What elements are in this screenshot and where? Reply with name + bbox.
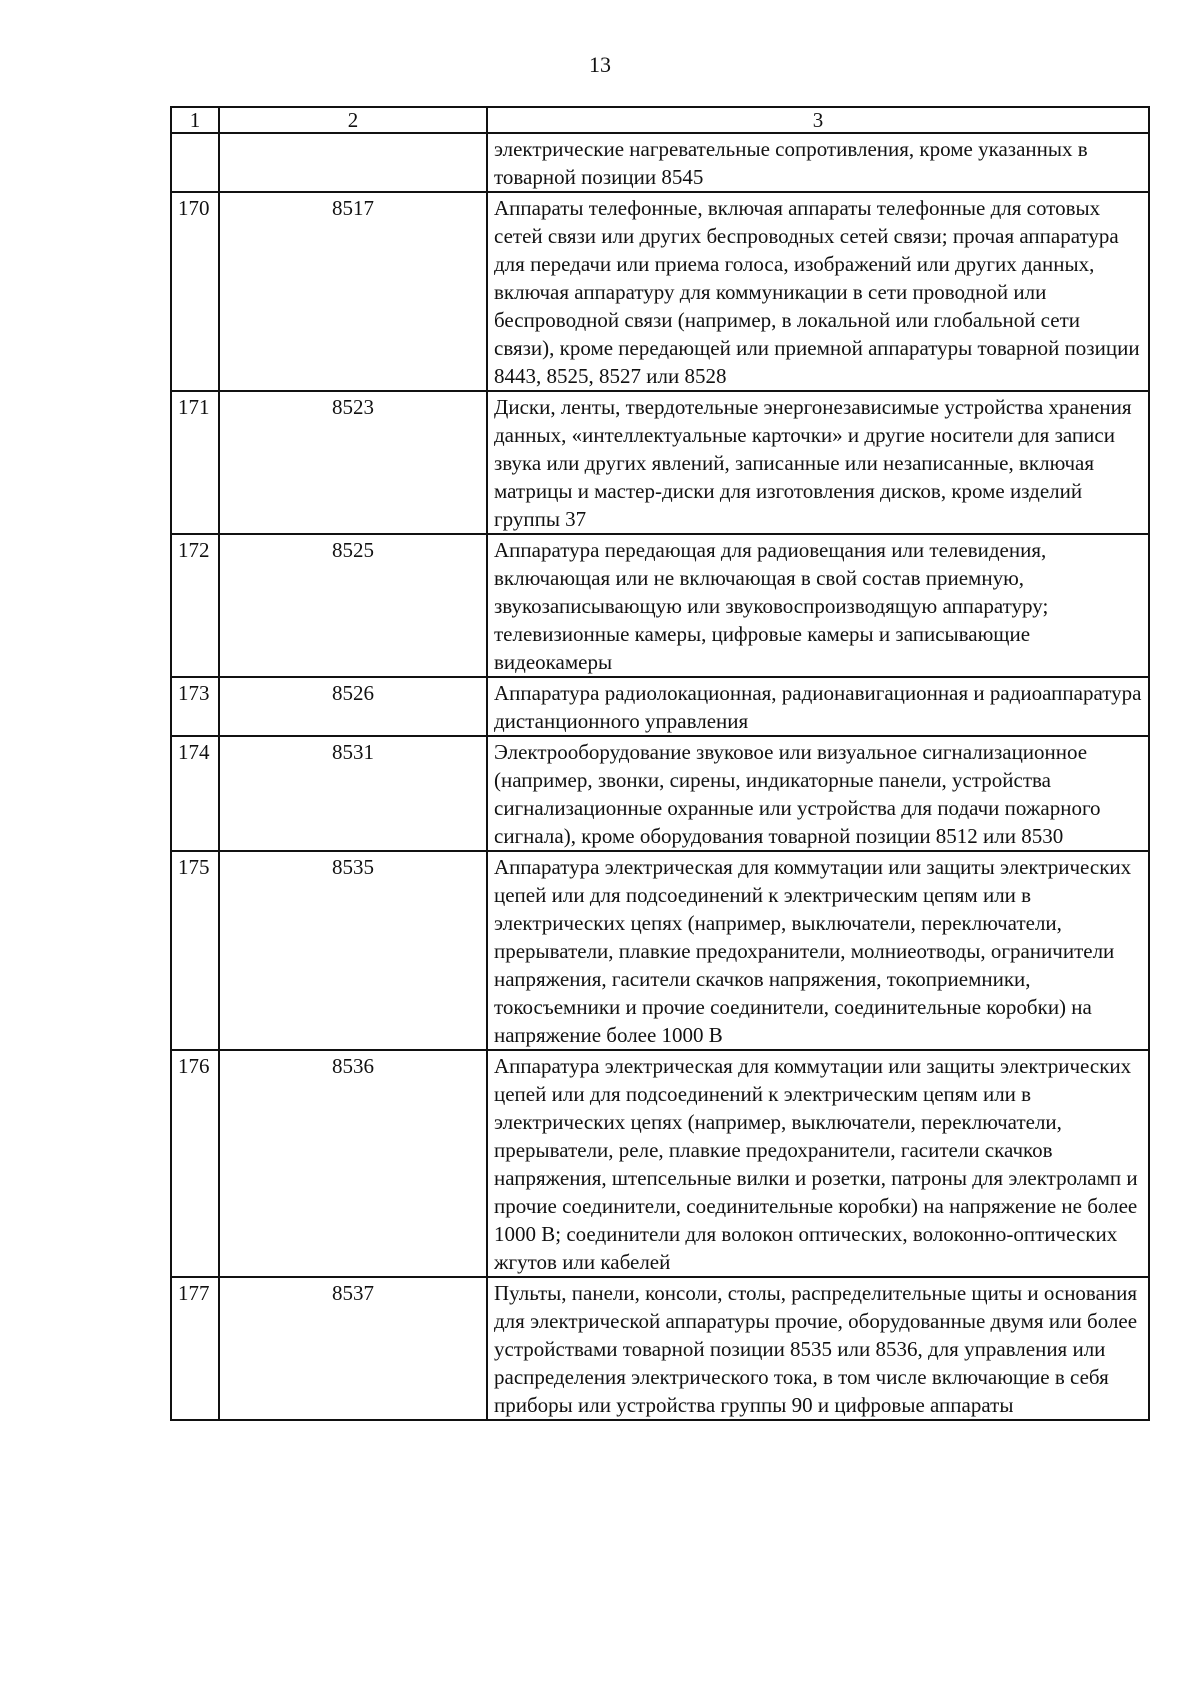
row-description: электрические нагревательные сопротивления, кроме указанных в товарной позиции 8545: [487, 133, 1149, 192]
table-row: [171, 534, 1149, 677]
row-code: 8531: [219, 736, 487, 851]
table-header-row: [171, 107, 1149, 133]
table-row: [171, 192, 1149, 391]
row-description: Пульты, панели, консоли, столы, распределительные щиты и основания для электрической аппаратуры прочие, оборудованные двумя или более устройствами товарной позиции 8535 или 8536, для управления или распределения электрического тока, в том числе включающие в себя приборы или устройства группы 90 и цифровые аппараты: [487, 1277, 1149, 1420]
row-code: 8517: [219, 192, 487, 391]
row-description: Диски, ленты, твердотельные энергонезависимые устройства хранения данных, «интеллектуальные карточки» и другие носители для записи звука или других явлений, записанные или незаписанные, включая матрицы и мастер-диски для изготовления дисков, кроме изделий группы 37: [487, 391, 1149, 534]
column-header-2: 2: [219, 107, 487, 133]
table-row: [171, 677, 1149, 736]
table-row: [171, 1050, 1149, 1277]
row-number: 174: [171, 736, 219, 851]
row-description: Аппаратура электрическая для коммутации или защиты электрических цепей или для подсоединений к электрическим цепям или в электрических цепях (например, выключатели, переключатели, прерыватели, плавкие предохранители, молниеотводы, ограничители напряжения, гасители скачков напряжения, токоприемники, токосъемники и прочие соединители, соединительные коробки) на напряжение более 1000 В: [487, 851, 1149, 1050]
row-code: 8525: [219, 534, 487, 677]
row-number: 177: [171, 1277, 219, 1420]
row-code: 8536: [219, 1050, 487, 1277]
row-number: 171: [171, 391, 219, 534]
row-code: 8535: [219, 851, 487, 1050]
row-number: 173: [171, 677, 219, 736]
row-description: Аппараты телефонные, включая аппараты телефонные для сотовых сетей связи или других беспроводных сетей связи; прочая аппаратура для передачи или приема голоса, изображений или других данных, включая аппаратуру для коммуникации в сети проводной или беспроводной связи (например, в локальной или глобальной сети связи), кроме передающей или приемной аппаратуры товарной позиции 8443, 8525, 8527 или 8528: [487, 192, 1149, 391]
row-code: [219, 133, 487, 192]
row-code: 8526: [219, 677, 487, 736]
row-description: Электрооборудование звуковое или визуальное сигнализационное (например, звонки, сирены, индикаторные панели, устройства сигнализационные охранные или устройства для подачи пожарного сигнала), кроме оборудования товарной позиции 8512 или 8530: [487, 736, 1149, 851]
column-header-3: 3: [487, 107, 1149, 133]
row-number: 172: [171, 534, 219, 677]
row-number: 176: [171, 1050, 219, 1277]
row-code: 8537: [219, 1277, 487, 1420]
row-number: [171, 133, 219, 192]
table-row: [171, 1277, 1149, 1420]
page-number: 13: [589, 52, 611, 77]
table-row: [171, 133, 1149, 192]
row-code: 8523: [219, 391, 487, 534]
column-header-1: 1: [171, 107, 219, 133]
goods-table: [170, 106, 1150, 1421]
row-description: Аппаратура электрическая для коммутации или защиты электрических цепей или для подсоединений к электрическим цепям или в электрических цепях (например, выключатели, переключатели, прерыватели, реле, плавкие предохранители, гасители скачков напряжения, штепсельные вилки и розетки, патроны для электроламп и прочие соединители, соединительные коробки) на напряжение не более 1000 В; соединители для волокон оптических, волоконно-оптических жгутов или кабелей: [487, 1050, 1149, 1277]
row-number: 170: [171, 192, 219, 391]
table-row: [171, 736, 1149, 851]
table-row: [171, 851, 1149, 1050]
row-description: Аппаратура радиолокационная, радионавигационная и радиоаппаратура дистанционного управления: [487, 677, 1149, 736]
row-number: 175: [171, 851, 219, 1050]
table-row: [171, 391, 1149, 534]
row-description: Аппаратура передающая для радиовещания или телевидения, включающая или не включающая в свой состав приемную, звукозаписывающую или звуковоспроизводящую аппаратуру; телевизионные камеры, цифровые камеры и записывающие видеокамеры: [487, 534, 1149, 677]
